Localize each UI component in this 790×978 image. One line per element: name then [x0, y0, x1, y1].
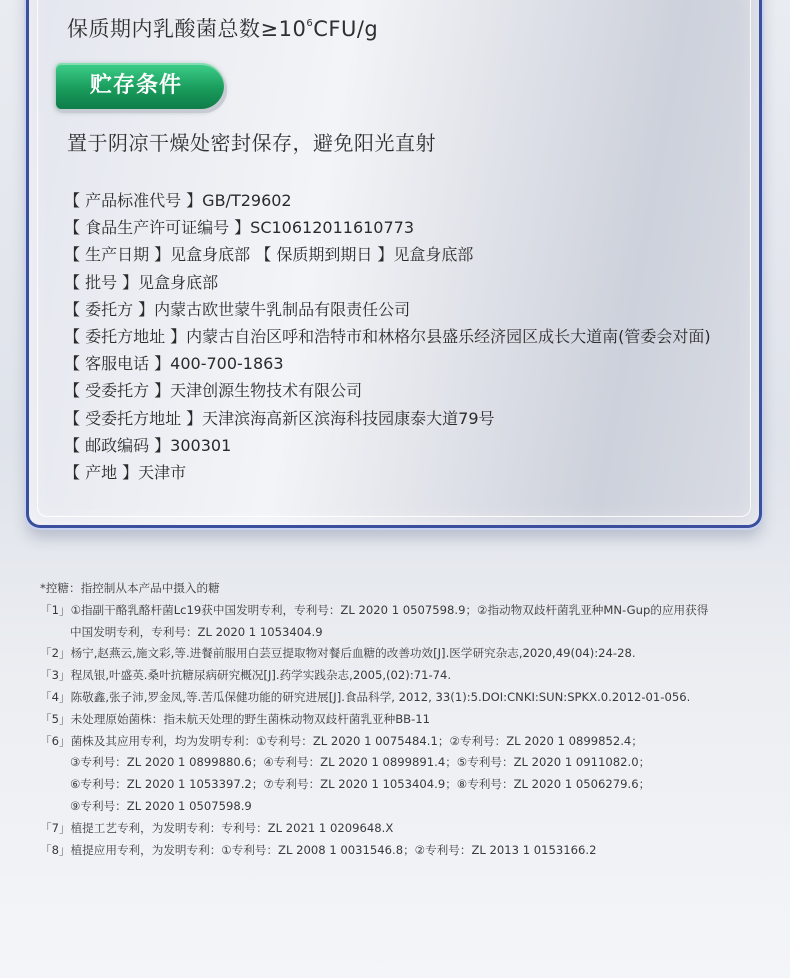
- reference-6: 「6」菌株及其应用专利，均为发明专利：①专利号：ZL 2020 1 0075484.1；②专利号：ZL 2020 1 0899852.4；: [40, 733, 643, 748]
- info-item-service-phone: 【 客服电话 】400-700-1863: [64, 354, 284, 374]
- reference-6-continued-2: ⑥专利号：ZL 2020 1 1053397.2；⑦专利号：ZL 2020 1 1053404.9；⑧专利号：ZL 2020 1 0506279.6；: [70, 777, 651, 792]
- count-prefix: 保质期内乳酸菌总数≥10: [67, 17, 307, 41]
- reference-1-continued: 中国发明专利，专利号：ZL 2020 1 1053404.9: [70, 624, 323, 639]
- info-item-license-number: 【 食品生产许可证编号 】SC10612011610773: [64, 218, 415, 238]
- info-item-production-date: 【 生产日期 】见盒身底部 【 保质期到期日 】见盒身底部: [64, 245, 474, 265]
- info-item-manufacturer: 【 受委托方 】天津创源生物技术有限公司: [64, 381, 363, 401]
- info-item-standard-code: 【 产品标准代号 】GB/T29602: [64, 191, 292, 210]
- count-unit: CFU/g: [313, 17, 379, 41]
- info-item-origin: 【 产地 】天津市: [64, 462, 187, 482]
- info-item-postal-code: 【 邮政编码 】300301: [64, 435, 232, 455]
- sugar-control-note: *控糖：指控制从本产品中摄入的糖: [40, 581, 220, 595]
- reference-7: 「7」植提工艺专利，为发明专利：专利号：ZL 2021 1 0209648.X: [40, 820, 394, 835]
- reference-8: 「8」植提应用专利，为发明专利：①专利号：ZL 2008 1 0031546.8；②专利号：ZL 2013 1 0153166.2: [40, 842, 597, 857]
- info-item-client-address: 【 委托方地址 】内蒙古自治区呼和浩特市和林格尔县盛乐经济园区成长大道南(管委会对面): [64, 326, 711, 346]
- product-info-list: [64, 189, 711, 488]
- storage-instructions: 置于阴凉干燥处密封保存，避免阳光直射: [67, 131, 436, 155]
- count-exponent: 6: [306, 18, 314, 29]
- storage-conditions-badge: 贮存条件: [56, 63, 224, 109]
- reference-1: 「1」①指副干酪乳酪杆菌Lc19获中国发明专利，专利号：ZL 2020 1 0507598.9；②指动物双歧杆菌乳亚种MN-Gup的应用获得: [40, 602, 709, 617]
- info-item-batch-number: 【 批号 】见盒身底部: [64, 272, 219, 292]
- info-item-client: 【 委托方 】内蒙古欧世蒙牛乳制品有限责任公司: [64, 299, 411, 319]
- footnotes: [40, 578, 708, 861]
- lactic-bacteria-count: [67, 13, 378, 43]
- reference-6-continued-1: ③专利号：ZL 2020 1 0899880.6；④专利号：ZL 2020 1 0899891.4；⑤专利号：ZL 2020 1 0911082.0；: [70, 755, 651, 770]
- reference-4: 「4」陈敬鑫,张子沛,罗金凤,等.苦瓜保健功能的研究进展[J].食品科学, 2012, 33(1):5.DOI:CNKI:SUN:SPKX.0.2012-01-056.: [40, 689, 691, 704]
- reference-2: 「2」杨宁,赵燕云,施文彩,等.进餐前服用白芸豆提取物对餐后血糖的改善功效[J].医学研究杂志,2020,49(04):24-28.: [40, 646, 636, 661]
- reference-6-continued-3: ⑨专利号：ZL 2020 1 0507598.9: [70, 798, 252, 813]
- reference-3: 「3」程凤银,叶盛英.桑叶抗糖尿病研究概况[J].药学实践杂志,2005,(02):71-74.: [40, 668, 452, 683]
- info-item-manufacturer-address: 【 受委托方地址 】天津滨海高新区滨海科技园康泰大道79号: [64, 408, 495, 428]
- reference-5: 「5」未处理原始菌株：指未航天处理的野生菌株动物双歧杆菌乳亚种BB-11: [40, 711, 431, 726]
